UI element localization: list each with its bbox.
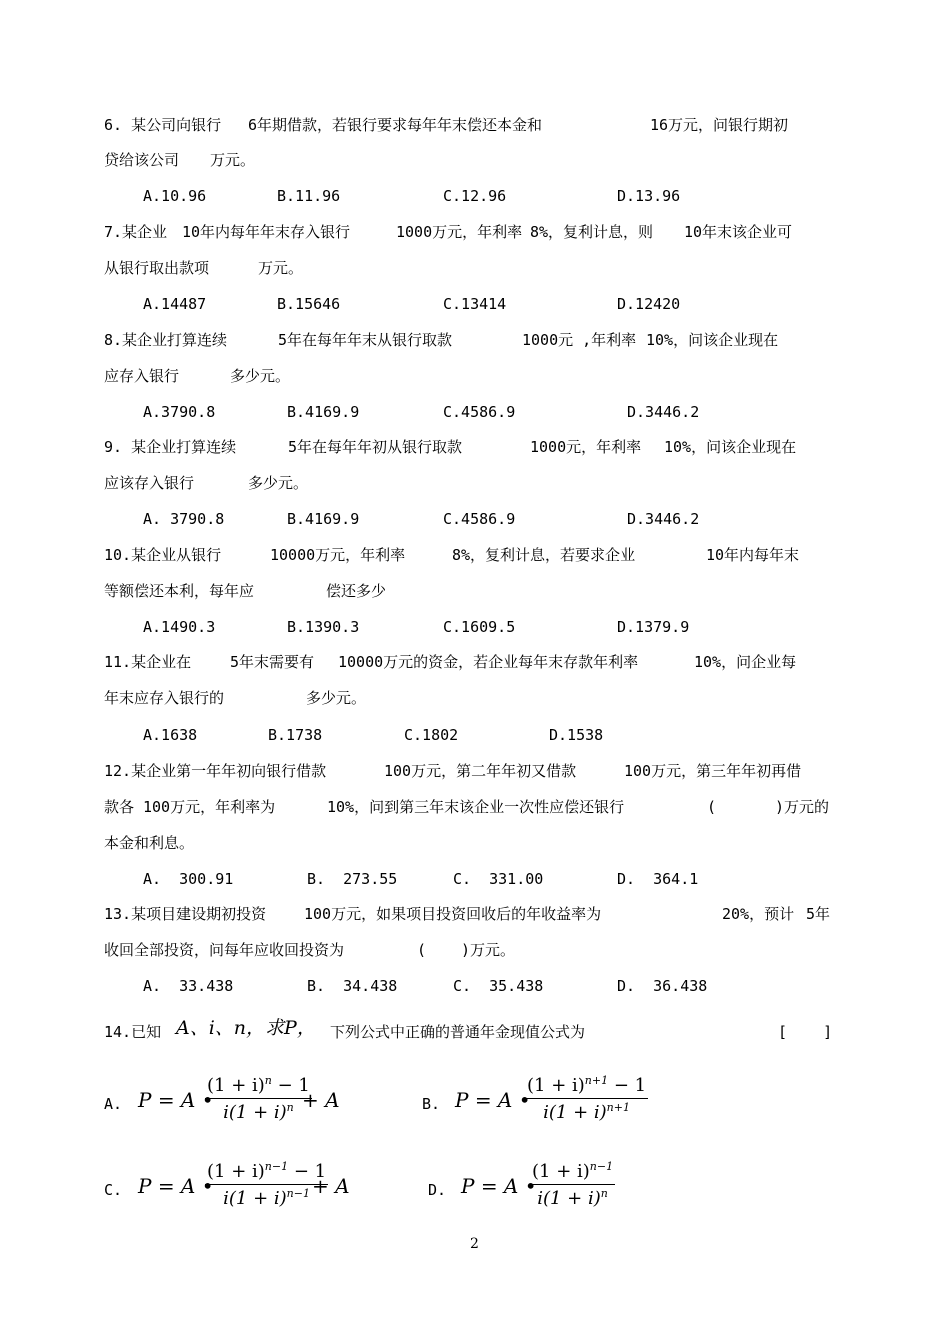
q14-fraction-d: $\frac{(1 + i)^{n-1}}{i(1 + i)^n}$ xyxy=(532,1160,614,1209)
q9-text-l1-3: 10%，问该企业现在 xyxy=(664,438,797,456)
q14-formula-a-tail: + A xyxy=(302,1088,340,1112)
q13-option-a: A. 33.438 xyxy=(143,977,234,995)
q9-option-c: C.4586.9 xyxy=(443,510,516,528)
q6-text-l1-1: 6年期借款，若银行要求每年年末偿还本金和 xyxy=(248,116,543,134)
q7-option-d: D.12420 xyxy=(617,295,681,313)
q9-text-l1-1: 5年在每年年初从银行取款 xyxy=(288,438,463,456)
q10-text-l2-0: 等额偿还本利，每年应 xyxy=(104,582,255,600)
q9-text-l2-0: 应该存入银行 xyxy=(104,474,195,492)
q14-formula-c: P = A • xyxy=(138,1174,214,1198)
q12-text-l2-0: 款各 xyxy=(104,798,135,816)
page-number: 2 xyxy=(470,1236,479,1252)
q13-option-d: D. 36.438 xyxy=(617,977,708,995)
q13-text-l1-3: 5年 xyxy=(806,905,831,923)
q14-formula-d: P = A • xyxy=(461,1174,537,1198)
q7-text-l1-4: 10年末该企业可 xyxy=(684,223,793,241)
q12-option-d: D. 364.1 xyxy=(617,870,699,888)
q12-option-a: A. 300.91 xyxy=(143,870,234,888)
q11-option-a: A.1638 xyxy=(143,726,198,744)
q12-option-b: B. 273.55 xyxy=(307,870,398,888)
q8-text-l2-0: 应存入银行 xyxy=(104,367,180,385)
q8-text-l1-2: 1000元 ,年利率 xyxy=(522,331,637,349)
q6-text-l1-0: 6. 某公司向银行 xyxy=(104,116,222,134)
q13-text-l1-1: 100万元，如果项目投资回收后的年收益率为 xyxy=(304,905,602,923)
q6-text-l2-0: 贷给该公司 xyxy=(104,151,180,169)
q8-text-l1-0: 8.某企业打算连续 xyxy=(104,331,228,349)
q10-text-l1-3: 10年内每年末 xyxy=(706,546,800,564)
q11-text-l2-1: 多少元。 xyxy=(306,689,367,707)
q11-option-b: B.1738 xyxy=(268,726,323,744)
q9-text-l2-1: 多少元。 xyxy=(248,474,309,492)
q14-option-a-label: A. xyxy=(104,1095,123,1113)
q7-text-l2-1: 万元。 xyxy=(258,259,304,277)
q9-option-b: B.4169.9 xyxy=(287,510,360,528)
q11-text-l1-1: 5年末需要有 xyxy=(230,653,315,671)
q11-text-l2-0: 年末应存入银行的 xyxy=(104,689,225,707)
q7-text-l2-0: 从银行取出款项 xyxy=(104,259,210,277)
q7-text-l1-1: 10年内每年年末存入银行 xyxy=(182,223,351,241)
q12-text-l2-3: ( xyxy=(707,798,717,816)
q14-bracket: [ ] xyxy=(778,1023,833,1041)
q8-option-d: D.3446.2 xyxy=(627,403,700,421)
q14-fraction-b: $\frac{(1 + i)^{n+1} - 1}{i(1 + i)^{n+1}}$ xyxy=(527,1074,647,1123)
q13-text-l1-0: 13.某项目建设期初投资 xyxy=(104,905,267,923)
q6-text-l2-1: 万元。 xyxy=(210,151,256,169)
q9-text-l1-2: 1000元，年利率 xyxy=(530,438,642,456)
q14-formula-c-tail: + A xyxy=(312,1174,350,1198)
q7-option-a: A.14487 xyxy=(143,295,207,313)
q6-text-l1-2: 16万元，问银行期初 xyxy=(650,116,789,134)
q10-text-l1-2: 8%，复利计息，若要求企业 xyxy=(452,546,636,564)
q7-text-l1-3: 8%，复利计息，则 xyxy=(530,223,654,241)
q11-text-l1-2: 10000万元的资金，若企业每年末存款年利率 xyxy=(338,653,639,671)
q13-option-c: C. 35.438 xyxy=(453,977,544,995)
q7-option-b: B.15646 xyxy=(277,295,341,313)
q14-formula-a: P = A • xyxy=(138,1088,214,1112)
q13-text-l2-2: )万元。 xyxy=(461,941,516,959)
q13-text-l1-2: 20%，预计 xyxy=(722,905,795,923)
q7-option-c: C.13414 xyxy=(443,295,507,313)
q14-stem: 下列公式中正确的普通年金现值公式为 xyxy=(330,1023,586,1041)
q12-text-l2-2: 10%，问到第三年末该企业一次性应偿还银行 xyxy=(327,798,625,816)
q14-prefix: 14.已知 xyxy=(104,1023,162,1041)
q14-vars: A、i、n，求P， xyxy=(176,1017,316,1039)
q8-option-a: A.3790.8 xyxy=(143,403,216,421)
q9-text-l1-0: 9. 某企业打算连续 xyxy=(104,438,237,456)
q10-option-a: A.1490.3 xyxy=(143,618,216,636)
q11-option-d: D.1538 xyxy=(549,726,604,744)
q11-option-c: C.1802 xyxy=(404,726,459,744)
q8-option-b: B.4169.9 xyxy=(287,403,360,421)
q6-option-c: C.12.96 xyxy=(443,187,507,205)
q12-text-l1-2: 100万元，第三年年初再借 xyxy=(624,762,802,780)
q11-text-l1-0: 11.某企业在 xyxy=(104,653,192,671)
q13-option-b: B. 34.438 xyxy=(307,977,398,995)
q12-text-l2-4: )万元的 xyxy=(775,798,830,816)
q12-text-l2-1: 100万元，年利率为 xyxy=(143,798,276,816)
q11-text-l1-3: 10%，问企业每 xyxy=(694,653,797,671)
q12-option-c: C. 331.00 xyxy=(453,870,544,888)
q12-text-l3-0: 本金和利息。 xyxy=(104,834,195,852)
q6-option-a: A.10.96 xyxy=(143,187,207,205)
q10-text-l1-0: 10.某企业从银行 xyxy=(104,546,222,564)
q12-text-l1-0: 12.某企业第一年年初向银行借款 xyxy=(104,762,327,780)
q10-option-d: D.1379.9 xyxy=(617,618,690,636)
q10-option-b: B.1390.3 xyxy=(287,618,360,636)
q14-option-d-label: D. xyxy=(428,1181,447,1199)
q12-text-l1-1: 100万元，第二年年初又借款 xyxy=(384,762,577,780)
q6-option-d: D.13.96 xyxy=(617,187,681,205)
q10-text-l1-1: 10000万元，年利率 xyxy=(270,546,406,564)
q7-text-l1-0: 7.某企业 xyxy=(104,223,168,241)
q14-option-c-label: C. xyxy=(104,1181,123,1199)
q14-option-b-label: B. xyxy=(422,1095,441,1113)
q9-option-a: A. 3790.8 xyxy=(143,510,225,528)
q7-text-l1-2: 1000万元，年利率 xyxy=(396,223,523,241)
q14-fraction-c: $\frac{(1 + i)^{n-1} - 1}{i(1 + i)^{n-1}}$ xyxy=(207,1160,327,1209)
q8-text-l1-1: 5年在每年年末从银行取款 xyxy=(278,331,453,349)
q8-text-l2-1: 多少元。 xyxy=(230,367,291,385)
q9-option-d: D.3446.2 xyxy=(627,510,700,528)
q10-option-c: C.1609.5 xyxy=(443,618,516,636)
q10-text-l2-1: 偿还多少 xyxy=(326,582,387,600)
q6-option-b: B.11.96 xyxy=(277,187,341,205)
q13-text-l2-1: ( xyxy=(417,941,427,959)
q8-option-c: C.4586.9 xyxy=(443,403,516,421)
q13-text-l2-0: 收回全部投资，问每年应收回投资为 xyxy=(104,941,345,959)
q8-text-l1-3: 10%，问该企业现在 xyxy=(646,331,779,349)
q14-fraction-a: $\frac{(1 + i)^n - 1}{i(1 + i)^n}$ xyxy=(207,1074,310,1123)
q14-formula-b: P = A • xyxy=(455,1088,531,1112)
